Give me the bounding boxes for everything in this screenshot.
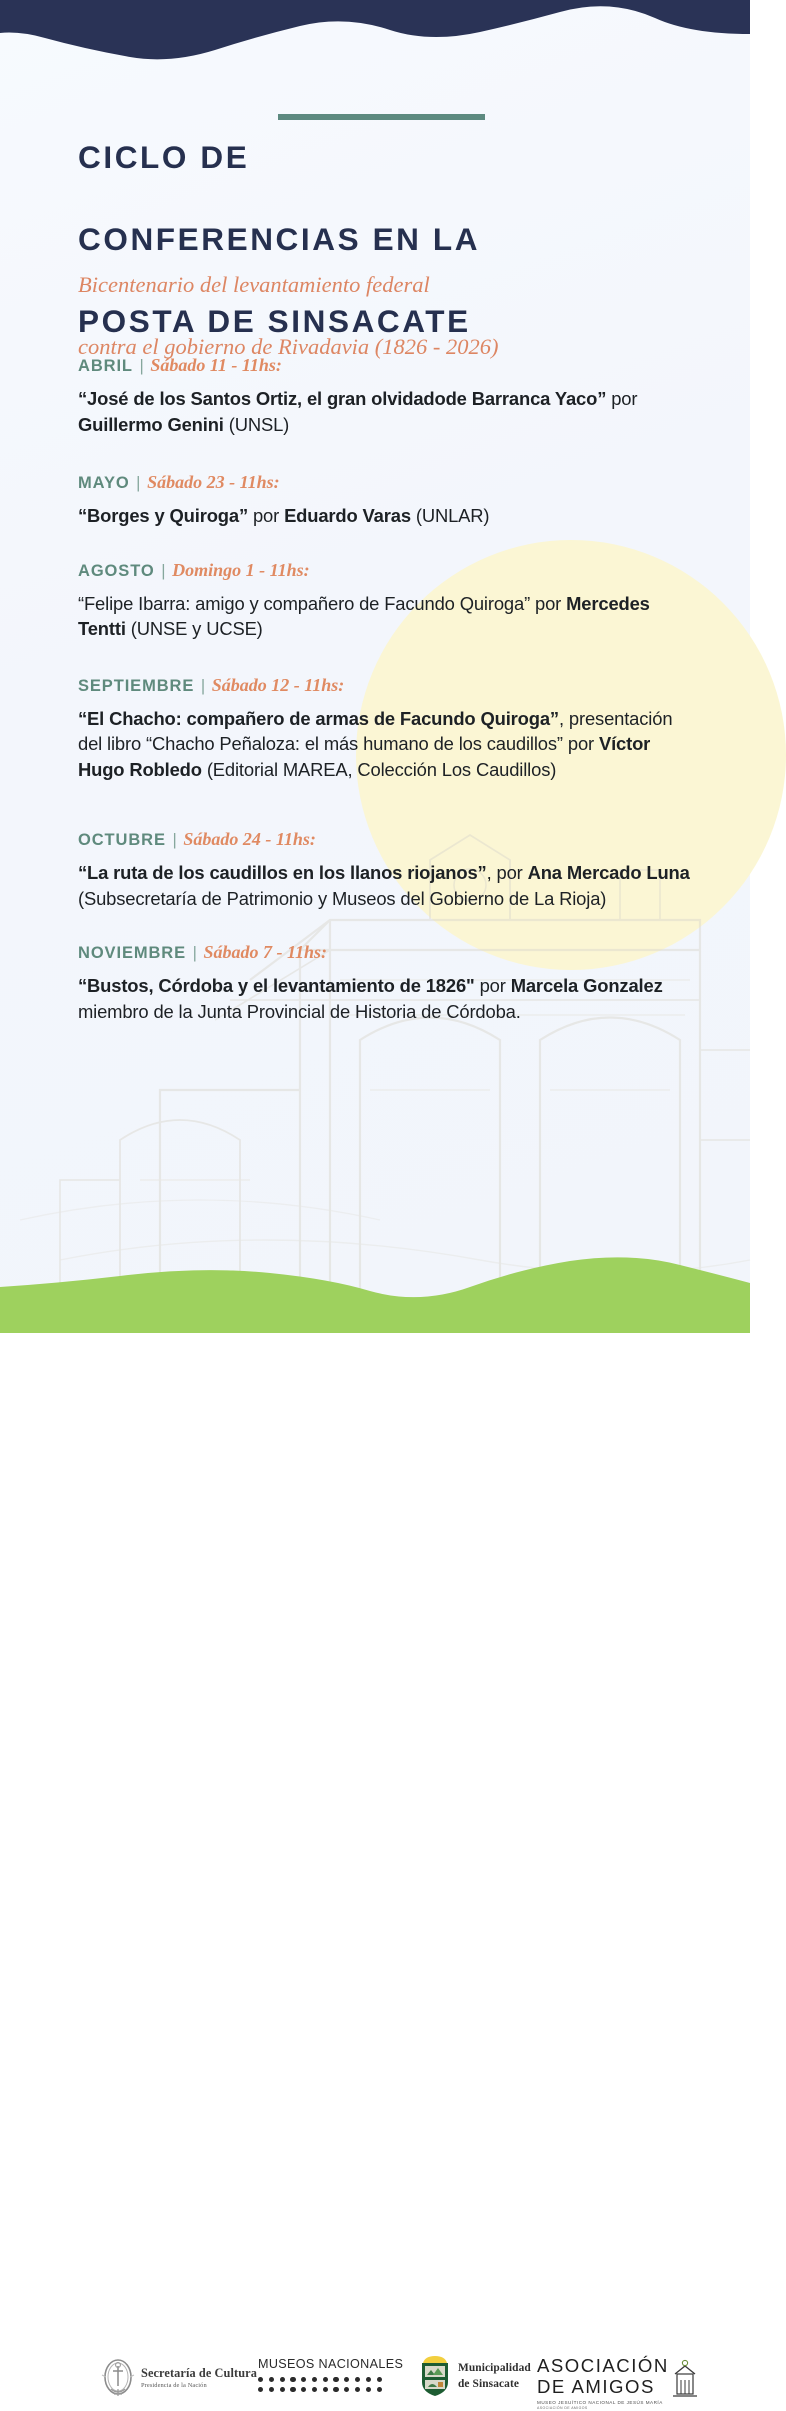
conference-event-description: [78, 706, 698, 783]
conference-event-date: Sábado 11 - 11hs:: [150, 355, 282, 375]
dot-grid-row: [258, 2377, 403, 2382]
conference-event-separator: |: [188, 944, 202, 962]
museum-building-mark-icon: [671, 2358, 699, 2398]
conference-event-description: [78, 386, 698, 437]
conference-schedule-list: [78, 354, 698, 1024]
dot-grid-dot: [301, 2387, 306, 2392]
description-emphasis: Guillermo Genini: [78, 413, 224, 435]
description-emphasis: Marcela Gonzalez: [510, 975, 663, 996]
conference-event-header: [78, 354, 698, 377]
dot-grid-dot: [258, 2387, 263, 2392]
dot-grid-dot: [355, 2387, 360, 2392]
dot-grid-icon: [258, 2377, 403, 2392]
conference-event-header: [78, 941, 698, 964]
dot-grid-dot: [312, 2387, 317, 2392]
conference-event-separator: |: [196, 676, 210, 695]
conference-event-month: AGOSTO: [78, 561, 155, 580]
conference-event-date: Sábado 7 - 11hs:: [203, 942, 328, 962]
page-title-line3: POSTA DE SINSACATE: [78, 303, 471, 339]
dot-grid-dot: [280, 2387, 285, 2392]
dot-grid-dot: [333, 2377, 338, 2382]
dot-grid-dot: [377, 2387, 382, 2392]
dot-grid-dot: [344, 2387, 349, 2392]
logo-asoc-line2: DE AMIGOS: [537, 2376, 655, 2397]
logo-museos-label: MUSEOS NACIONALES: [258, 2357, 404, 2371]
dot-grid-row: [258, 2387, 403, 2392]
description-emphasis: “Borges y Quiroga”: [78, 505, 248, 526]
sinsacate-shield-icon: [418, 2354, 452, 2398]
description-emphasis: Víctor Hugo Robledo: [78, 733, 651, 780]
logo-asoc-line3: MUSEO JESUÍTICO NACIONAL DE JESÚS MARÍA: [537, 2399, 663, 2405]
dot-grid-dot: [290, 2377, 295, 2382]
conference-event-description: [78, 973, 698, 1024]
bottom-wave-decoration: [0, 1243, 750, 1333]
conference-event: [78, 674, 698, 783]
conference-event-date: Sábado 23 - 11hs:: [147, 472, 280, 492]
conference-event: [78, 559, 698, 642]
conference-event-header: [78, 559, 698, 582]
page-subtitle-line2: contra el gobierno de Rivadavia (1826 - 2026): [78, 334, 499, 359]
description-emphasis: Mercedes Tentti: [78, 592, 650, 639]
conference-event-month: SEPTIEMBRE: [78, 676, 195, 695]
logo-asoc-line4: ASOCIACIÓN DE AMIGOS: [537, 2405, 588, 2410]
conference-event-description: [78, 591, 698, 642]
conference-event-separator: |: [131, 474, 146, 492]
dot-grid-dot: [312, 2377, 317, 2382]
page-subtitle-line1: Bicentenario del levantamiento federal: [78, 272, 430, 297]
conference-event-month: MAYO: [78, 474, 130, 492]
dot-grid-dot: [377, 2377, 382, 2382]
description-text: por: [248, 505, 285, 526]
description-text: (Subsecretaría de Patrimonio y Museos del Gobierno de La Rioja): [78, 887, 607, 909]
description-emphasis: Ana Mercado Luna: [527, 862, 690, 883]
conference-event-description: [78, 503, 698, 529]
conference-event: [78, 471, 698, 529]
description-emphasis: de Barranca Yaco”: [445, 388, 607, 409]
description-text: , por: [486, 862, 528, 883]
description-text: miembro de la Junta Provincial de Historia de Córdoba.: [78, 1000, 521, 1022]
description-emphasis: “La ruta de los caudillos en los llanos riojanos”: [78, 862, 487, 883]
description-emphasis: “Bustos, Córdoba y el levantamiento de 1826": [78, 975, 475, 996]
dot-grid-dot: [323, 2387, 328, 2392]
dot-grid-dot: [280, 2377, 285, 2382]
logo-muni-line1: Municipalidad: [458, 2362, 531, 2374]
title-rule-divider: [278, 114, 485, 120]
dot-grid-dot: [355, 2377, 360, 2382]
description-text: (UNLAR): [410, 505, 490, 526]
description-text: por: [474, 975, 511, 996]
dot-grid-dot: [290, 2387, 295, 2392]
dot-grid-dot: [269, 2377, 274, 2382]
conference-event-month: OCTUBRE: [78, 831, 166, 849]
description-text: “Felipe Ibarra: amigo y compañero de Facundo Quiroga” por: [78, 592, 567, 614]
conference-event-separator: |: [167, 831, 182, 849]
page-title-line2: CONFERENCIAS EN LA: [78, 221, 481, 257]
conference-event-date: Sábado 24 - 11hs:: [183, 829, 316, 849]
description-emphasis: Eduardo Varas: [284, 505, 411, 526]
page-title-line1: CICLO DE: [78, 139, 250, 175]
description-text: , presentación del libro “Chacho Peñaloza: el más humano de los caudillos” por: [78, 707, 673, 754]
logo-muni-line2: de Sinsacate: [458, 2378, 520, 2390]
logo-asociacion-de-amigos: [537, 2355, 669, 2411]
description-emphasis: “José de los Santos Ortiz, el gran olvidado: [78, 388, 446, 409]
conference-event-header: [78, 828, 698, 851]
conference-event: [78, 354, 698, 437]
top-wave-decoration: [0, 0, 750, 70]
conference-event-date: Sábado 12 - 11hs:: [211, 674, 345, 695]
conference-event-month: ABRIL: [78, 357, 133, 375]
conference-event-separator: |: [156, 561, 171, 580]
dot-grid-dot: [333, 2387, 338, 2392]
sponsor-logo-bar: [0, 1172, 750, 2410]
logo-secretaria-de-cultura: [100, 2356, 257, 2400]
description-emphasis: “El Chacho: compañero de armas de Facundo Quiroga”: [78, 707, 559, 729]
description-text: (Editorial MAREA, Colección Los Caudillos): [201, 758, 557, 780]
conference-event: [78, 941, 698, 1024]
logo-museos-nacionales: [258, 2357, 403, 2396]
description-text: (UNSE y UCSE): [125, 618, 263, 639]
dot-grid-dot: [301, 2377, 306, 2382]
argentina-coat-of-arms-icon: [100, 2356, 136, 2400]
conference-event: [78, 828, 698, 911]
conference-event-month: NOVIEMBRE: [78, 944, 187, 962]
conference-event-header: [78, 674, 698, 697]
conference-event-description: [78, 860, 698, 911]
dot-grid-dot: [269, 2387, 274, 2392]
dot-grid-dot: [344, 2377, 349, 2382]
logo-asoc-line1: ASOCIACIÓN: [537, 2355, 669, 2376]
dot-grid-dot: [323, 2377, 328, 2382]
dot-grid-dot: [258, 2377, 263, 2382]
logo-municipalidad-sinsacate: [418, 2354, 531, 2398]
dot-grid-dot: [366, 2387, 371, 2392]
conference-event-date: Domingo 1 - 11hs:: [172, 559, 310, 580]
dot-grid-dot: [366, 2377, 371, 2382]
conference-event-header: [78, 471, 698, 494]
conference-event-separator: |: [134, 357, 149, 375]
page-subtitle: [78, 238, 698, 362]
description-text: por: [606, 388, 638, 409]
logo-cultura-line1: Secretaría de Cultura: [141, 2366, 257, 2380]
description-text: (UNSL): [223, 413, 290, 435]
logo-cultura-line2: Presidencia de la Nación: [141, 2382, 207, 2389]
